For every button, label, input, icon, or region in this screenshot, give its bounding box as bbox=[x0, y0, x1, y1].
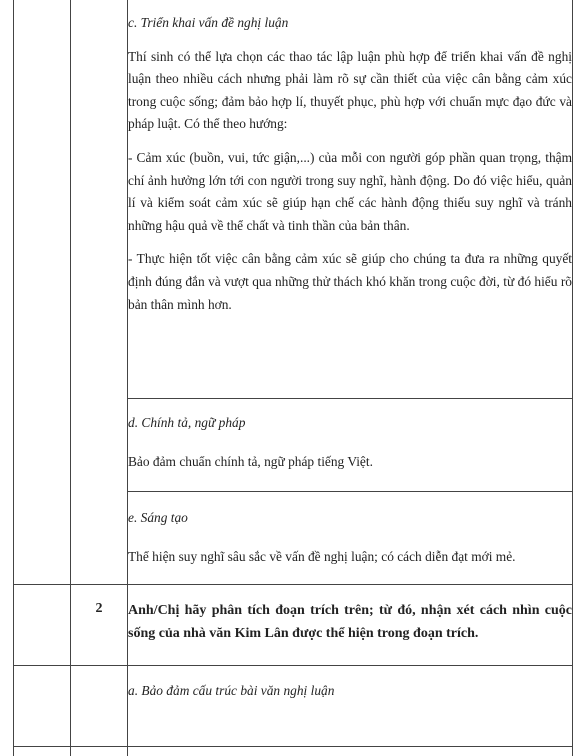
row-divider bbox=[127, 398, 573, 399]
section-c-intro: Thí sinh có thể lựa chọn các thao tác lập luận phù hợp để triển khai vấn đề nghị luận theo nhiều cách nhưng phải làm rõ sự cần thiết của việc cân bằng cảm xúc trong cuộc sống; đảm bảo hợp lí, thuyết phục, phù hợp với chuẩn mực đạo đức và pháp luật. Có thể theo hướng: bbox=[128, 48, 572, 132]
row-divider bbox=[127, 491, 573, 492]
section-c-cell bbox=[128, 12, 572, 316]
section-c-point-1: - Cảm xúc (buồn, vui, tức giận,...) của mỗi con người góp phần quan trọng, thậm chí ảnh hưởng lớn tới con người trong suy nghĩ, hành động. Do đó việc hiểu, quản lí và kiểm soát cảm xúc sẽ giúp hạn chế các hành động thiếu suy nghĩ và tránh những hậu quả về thể chất và tinh thần của bản thân. bbox=[128, 149, 572, 233]
section-e-heading: e. Sáng tạo bbox=[128, 510, 188, 525]
section-e-body: Thể hiện suy nghĩ sâu sắc về vấn đề nghị luận; có cách diễn đạt mới mẻ. bbox=[128, 548, 516, 564]
question-number: 2 bbox=[95, 601, 103, 616]
row-divider bbox=[13, 665, 573, 666]
section-c-point-2: - Thực hiện tốt việc cân bằng cảm xúc sẽ giúp cho chúng ta đưa ra những quyết định đúng đắn và vượt qua những thử thách khó khăn trong cuộc đời, từ đó hiểu rõ bản thân mình hơn. bbox=[128, 251, 572, 312]
row-divider bbox=[13, 584, 573, 585]
question-2-text: Anh/Chị hãy phân tích đoạn trích trên; từ đó, nhận xét cách nhìn cuộc sống của nhà văn Kim Lân được thể hiện trong đoạn trích. bbox=[128, 603, 572, 641]
table-border-bottom bbox=[13, 746, 573, 747]
section-a-cell bbox=[128, 680, 572, 703]
section-a-heading: a. Bảo đảm cấu trúc bài văn nghị luận bbox=[128, 683, 335, 698]
section-c-heading: c. Triển khai vấn đề nghị luận bbox=[128, 15, 289, 30]
section-e-cell bbox=[128, 507, 572, 568]
table-border-left bbox=[13, 0, 14, 756]
section-d-cell bbox=[128, 412, 572, 473]
column-divider-1 bbox=[70, 0, 71, 756]
section-d-body: Bảo đảm chuẩn chính tả, ngữ pháp tiếng Việt. bbox=[128, 453, 373, 469]
table-border-right bbox=[572, 0, 573, 756]
section-d-heading: d. Chính tả, ngữ pháp bbox=[128, 415, 246, 430]
